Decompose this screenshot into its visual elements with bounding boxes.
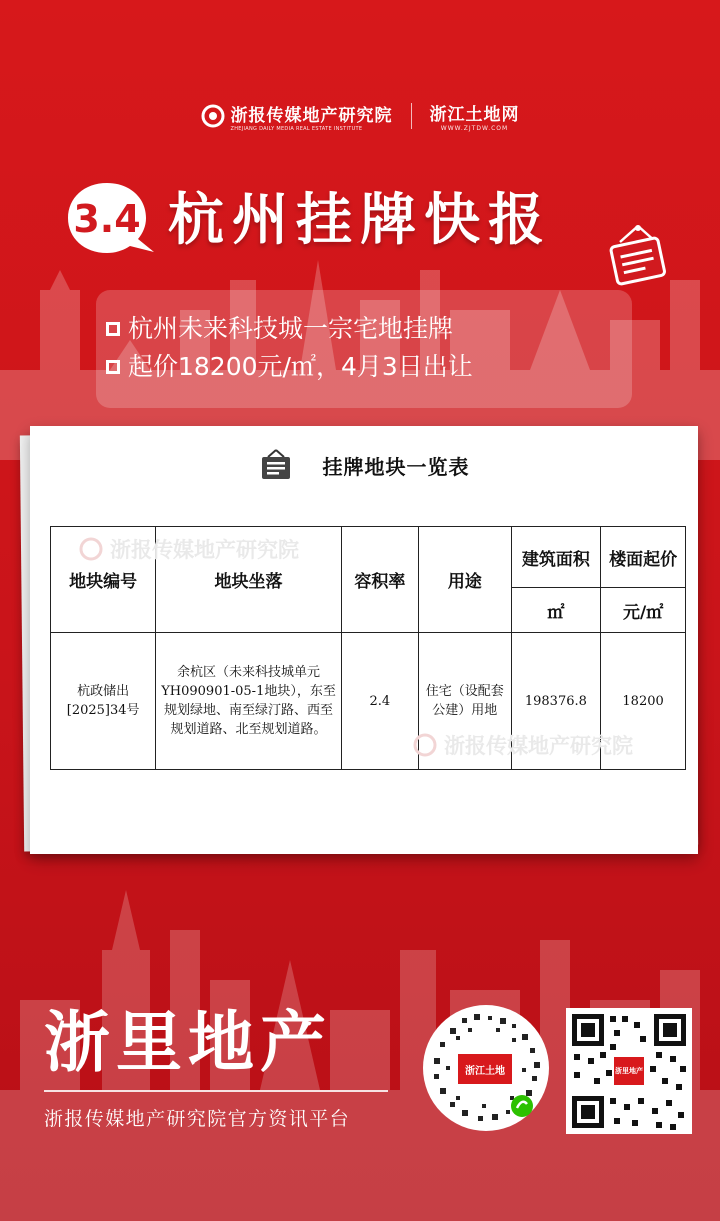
page-title: 杭州挂牌快报 xyxy=(168,188,552,253)
watermark-1 xyxy=(78,534,299,564)
institute-logo-en: ZHEJIANG DAILY MEDIA REAL ESTATE INSTITUTE xyxy=(230,125,363,132)
col-usage: 用途 xyxy=(419,527,512,633)
col-start-price: 楼面起价 xyxy=(601,527,686,588)
brand-tagline: 浙报传媒地产研究院官方资讯平台 xyxy=(44,1108,351,1130)
summary-text-1: 杭州未来科技城一宗宅地挂牌 xyxy=(128,314,454,343)
col-plot-id: 地块编号 xyxy=(51,527,156,633)
brand-title: 浙里地产 xyxy=(44,1003,332,1081)
listing-sheet xyxy=(30,426,698,854)
notice-board-icon xyxy=(259,448,293,482)
qr-center-label: 浙里地产 xyxy=(614,1057,644,1085)
square-bullet-icon xyxy=(106,322,120,336)
col-location: 地块坐落 xyxy=(156,527,341,633)
summary-line-1 xyxy=(106,310,632,348)
institute-logo xyxy=(201,101,393,132)
summary-box xyxy=(96,290,632,408)
square-bullet-icon xyxy=(106,360,120,374)
col-plot-ratio: 容积率 xyxy=(341,527,418,633)
listing-title: 挂牌地块一览表 xyxy=(322,454,470,479)
hanging-sign-icon xyxy=(606,224,670,286)
watermark-2 xyxy=(412,730,633,760)
brand-divider xyxy=(44,1090,388,1092)
watermark-logo-icon xyxy=(78,536,104,562)
cell-plot-ratio: 2.4 xyxy=(341,633,418,770)
mini-program-label: 浙江土地 xyxy=(458,1054,512,1084)
watermark-logo-icon xyxy=(412,732,438,758)
logo-divider xyxy=(411,103,412,129)
col-floor-area: 建筑面积 xyxy=(511,527,601,588)
zjtdw-logo-cn: 浙江土地网 xyxy=(429,105,520,125)
summary-text-2: 起价18200元/㎡，4月3日出让 xyxy=(128,352,473,381)
institute-logo-icon xyxy=(201,104,225,128)
zjtdw-logo xyxy=(430,100,520,132)
watermark-text-1: 浙报传媒地产研究院 xyxy=(110,538,299,562)
col-start-price-unit: 元/㎡ xyxy=(601,588,686,633)
cell-floor-area: 198376.8 xyxy=(511,633,601,770)
col-floor-area-unit: ㎡ xyxy=(511,588,601,633)
institute-logo-cn: 浙报传媒地产研究院 xyxy=(230,105,393,126)
date-label: 3.4 xyxy=(73,197,141,241)
zjtdw-logo-en: WWW.ZJTDW.COM xyxy=(440,125,509,132)
watermark-text-2: 浙报传媒地产研究院 xyxy=(444,734,633,758)
summary-line-2 xyxy=(106,348,632,386)
cell-plot-id: 杭政储出[2025]34号 xyxy=(51,633,156,770)
cell-start-price: 18200 xyxy=(601,633,686,770)
cell-usage: 住宅（设配套公建）用地 xyxy=(419,633,512,770)
listing-header xyxy=(30,448,698,482)
header-logos xyxy=(0,100,720,132)
cell-location: 余杭区（未来科技城单元YH090901-05-1地块），东至规划绿地、南至绿汀路、西至规划道路、北至规划道路。 xyxy=(156,633,341,770)
